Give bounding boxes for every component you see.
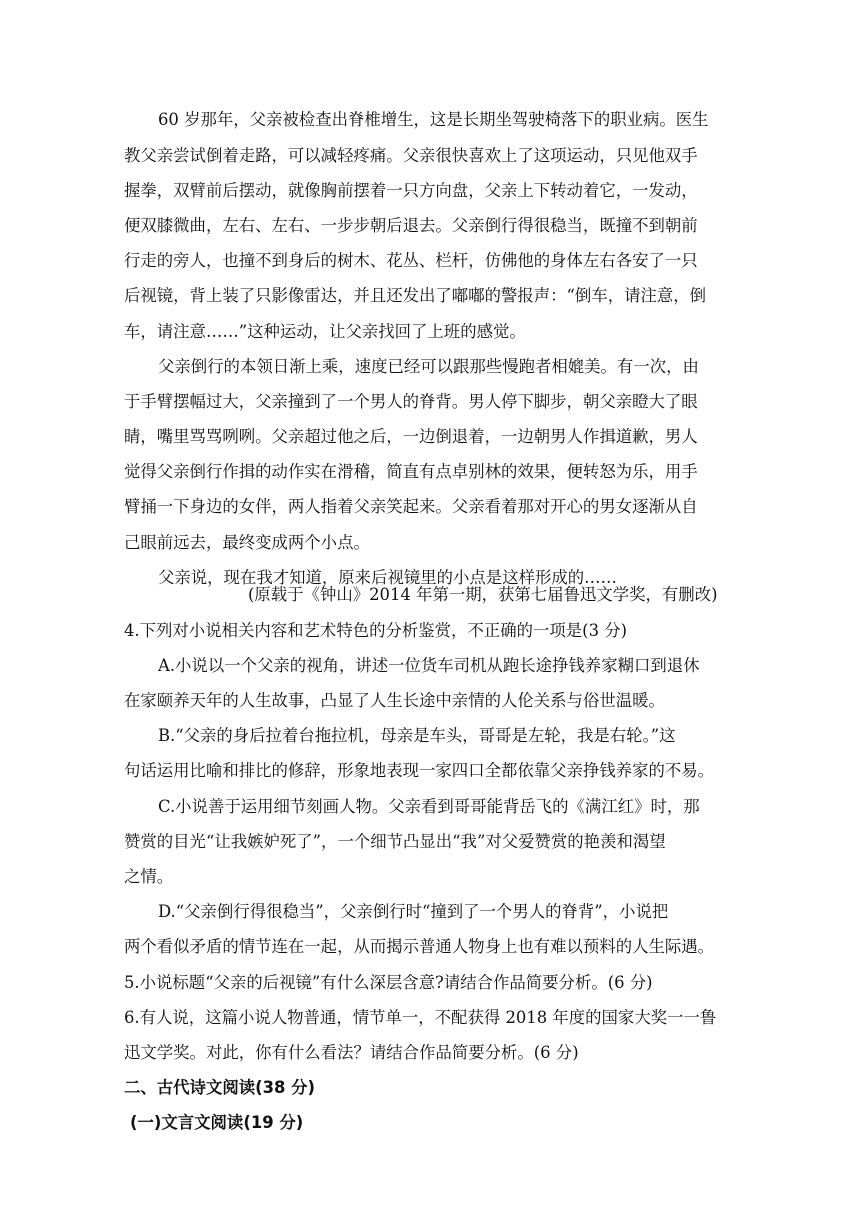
text-line: A.小说以一个父亲的视角，讲述一位货车司机从跑长途挣钱养家糊口到退休 <box>158 656 700 675</box>
section-heading: 二、古代诗文阅读(38 分) <box>124 1078 316 1097</box>
text-line: 握拳，双臂前后摆动，就像胸前摆着一只方向盘，父亲上下转动着它，一发动， <box>124 181 698 200</box>
text-line: 句话运用比喻和排比的修辞，形象地表现一家四口全都依靠父亲挣钱养家的不易。 <box>124 761 715 780</box>
text-line: 车，请注意……”这种运动，让父亲找回了上班的感觉。 <box>124 322 526 341</box>
text-line: 便双膝微曲，左右、左右、一步步朝后退去。父亲倒行得很稳当，既撞不到朝前 <box>124 216 698 235</box>
text-line: 后视镜，背上装了只影像雷达，并且还发出了嘟嘟的警报声：“倒车，请注意，倒 <box>124 286 707 305</box>
text-line: 两个看似矛盾的情节连在一起，从而揭示普通人物身上也有难以预料的人生际遇。 <box>124 937 715 956</box>
text-line: 父亲倒行的本领日渐上乘，速度已经可以跟那些慢跑者相媲美。有一次，由 <box>158 357 699 376</box>
text-line: 于手臂摆幅过大，父亲撞到了一个男人的脊背。男人停下脚步，朝父亲瞪大了眼 <box>124 392 698 411</box>
text-line: 教父亲尝试倒着走路，可以减轻疼痛。父亲很快喜欢上了这项运动，只见他双手 <box>124 146 698 165</box>
text-line: 睛，嘴里骂骂咧咧。父亲超过他之后，一边倒退着，一边朝男人作揖道歉，男人 <box>124 427 698 446</box>
question-5: 5.小说标题“父亲的后视镜”有什么深层含意?请结合作品简要分析。(6 分) <box>124 973 653 992</box>
text-line: 60 岁那年，父亲被检查出脊椎增生，这是长期坐驾驶椅落下的职业病。医生 <box>158 110 709 129</box>
text-line: 己眼前远去，最终变成两个小点。 <box>124 533 370 552</box>
text-line: 行走的旁人，也撞不到身后的树木、花丛、栏杆，仿佛他的身体左右各安了一只 <box>124 251 698 270</box>
text-line: C.小说善于运用细节刻画人物。父亲看到哥哥能背岳飞的《满江红》时，那 <box>158 797 700 816</box>
text-line: 迅文学奖。对此，你有什么看法？请结合作品简要分析。(6 分) <box>124 1043 579 1062</box>
text-line: 赞赏的目光“让我嫉妒死了”，一个细节凸显出“我”对父爱赞赏的艳羡和渴望 <box>124 832 666 851</box>
text-line: 觉得父亲倒行作揖的动作实在滑稽，简直有点卓别林的效果，便转怒为乐，用手 <box>124 462 698 481</box>
text-line: 父亲说，现在我才知道，原来后视镜里的小点是这样形成的…… <box>158 568 617 587</box>
text-line: 在家颐养天年的人生故事，凸显了人生长途中亲情的人伦关系与俗世温暖。 <box>124 691 665 710</box>
text-line: 6.有人说，这篇小说人物普通，情节单一，不配获得 2018 年度的国家大奖一一鲁 <box>124 1008 717 1027</box>
text-line: 之情。 <box>124 867 174 886</box>
source-citation: (原载于《钟山》2014 年第一期，获第七届鲁迅文学奖，有删改) <box>248 585 718 604</box>
question-stem: 4.下列对小说相关内容和艺术特色的分析鉴赏，不正确的一项是(3 分) <box>124 621 628 640</box>
subsection-heading: (一)文言文阅读(19 分) <box>130 1113 304 1132</box>
text-line: D.“父亲倒行得很稳当”，父亲倒行时“撞到了一个男人的脊背”，小说把 <box>158 902 669 921</box>
text-line: 臂捅一下身边的女伴，两人指着父亲笑起来。父亲看着那对开心的男女逐渐从自 <box>124 497 698 516</box>
text-line: B.“父亲的身后拉着台拖拉机，母亲是车头，哥哥是左轮，我是右轮。”这 <box>158 726 676 745</box>
